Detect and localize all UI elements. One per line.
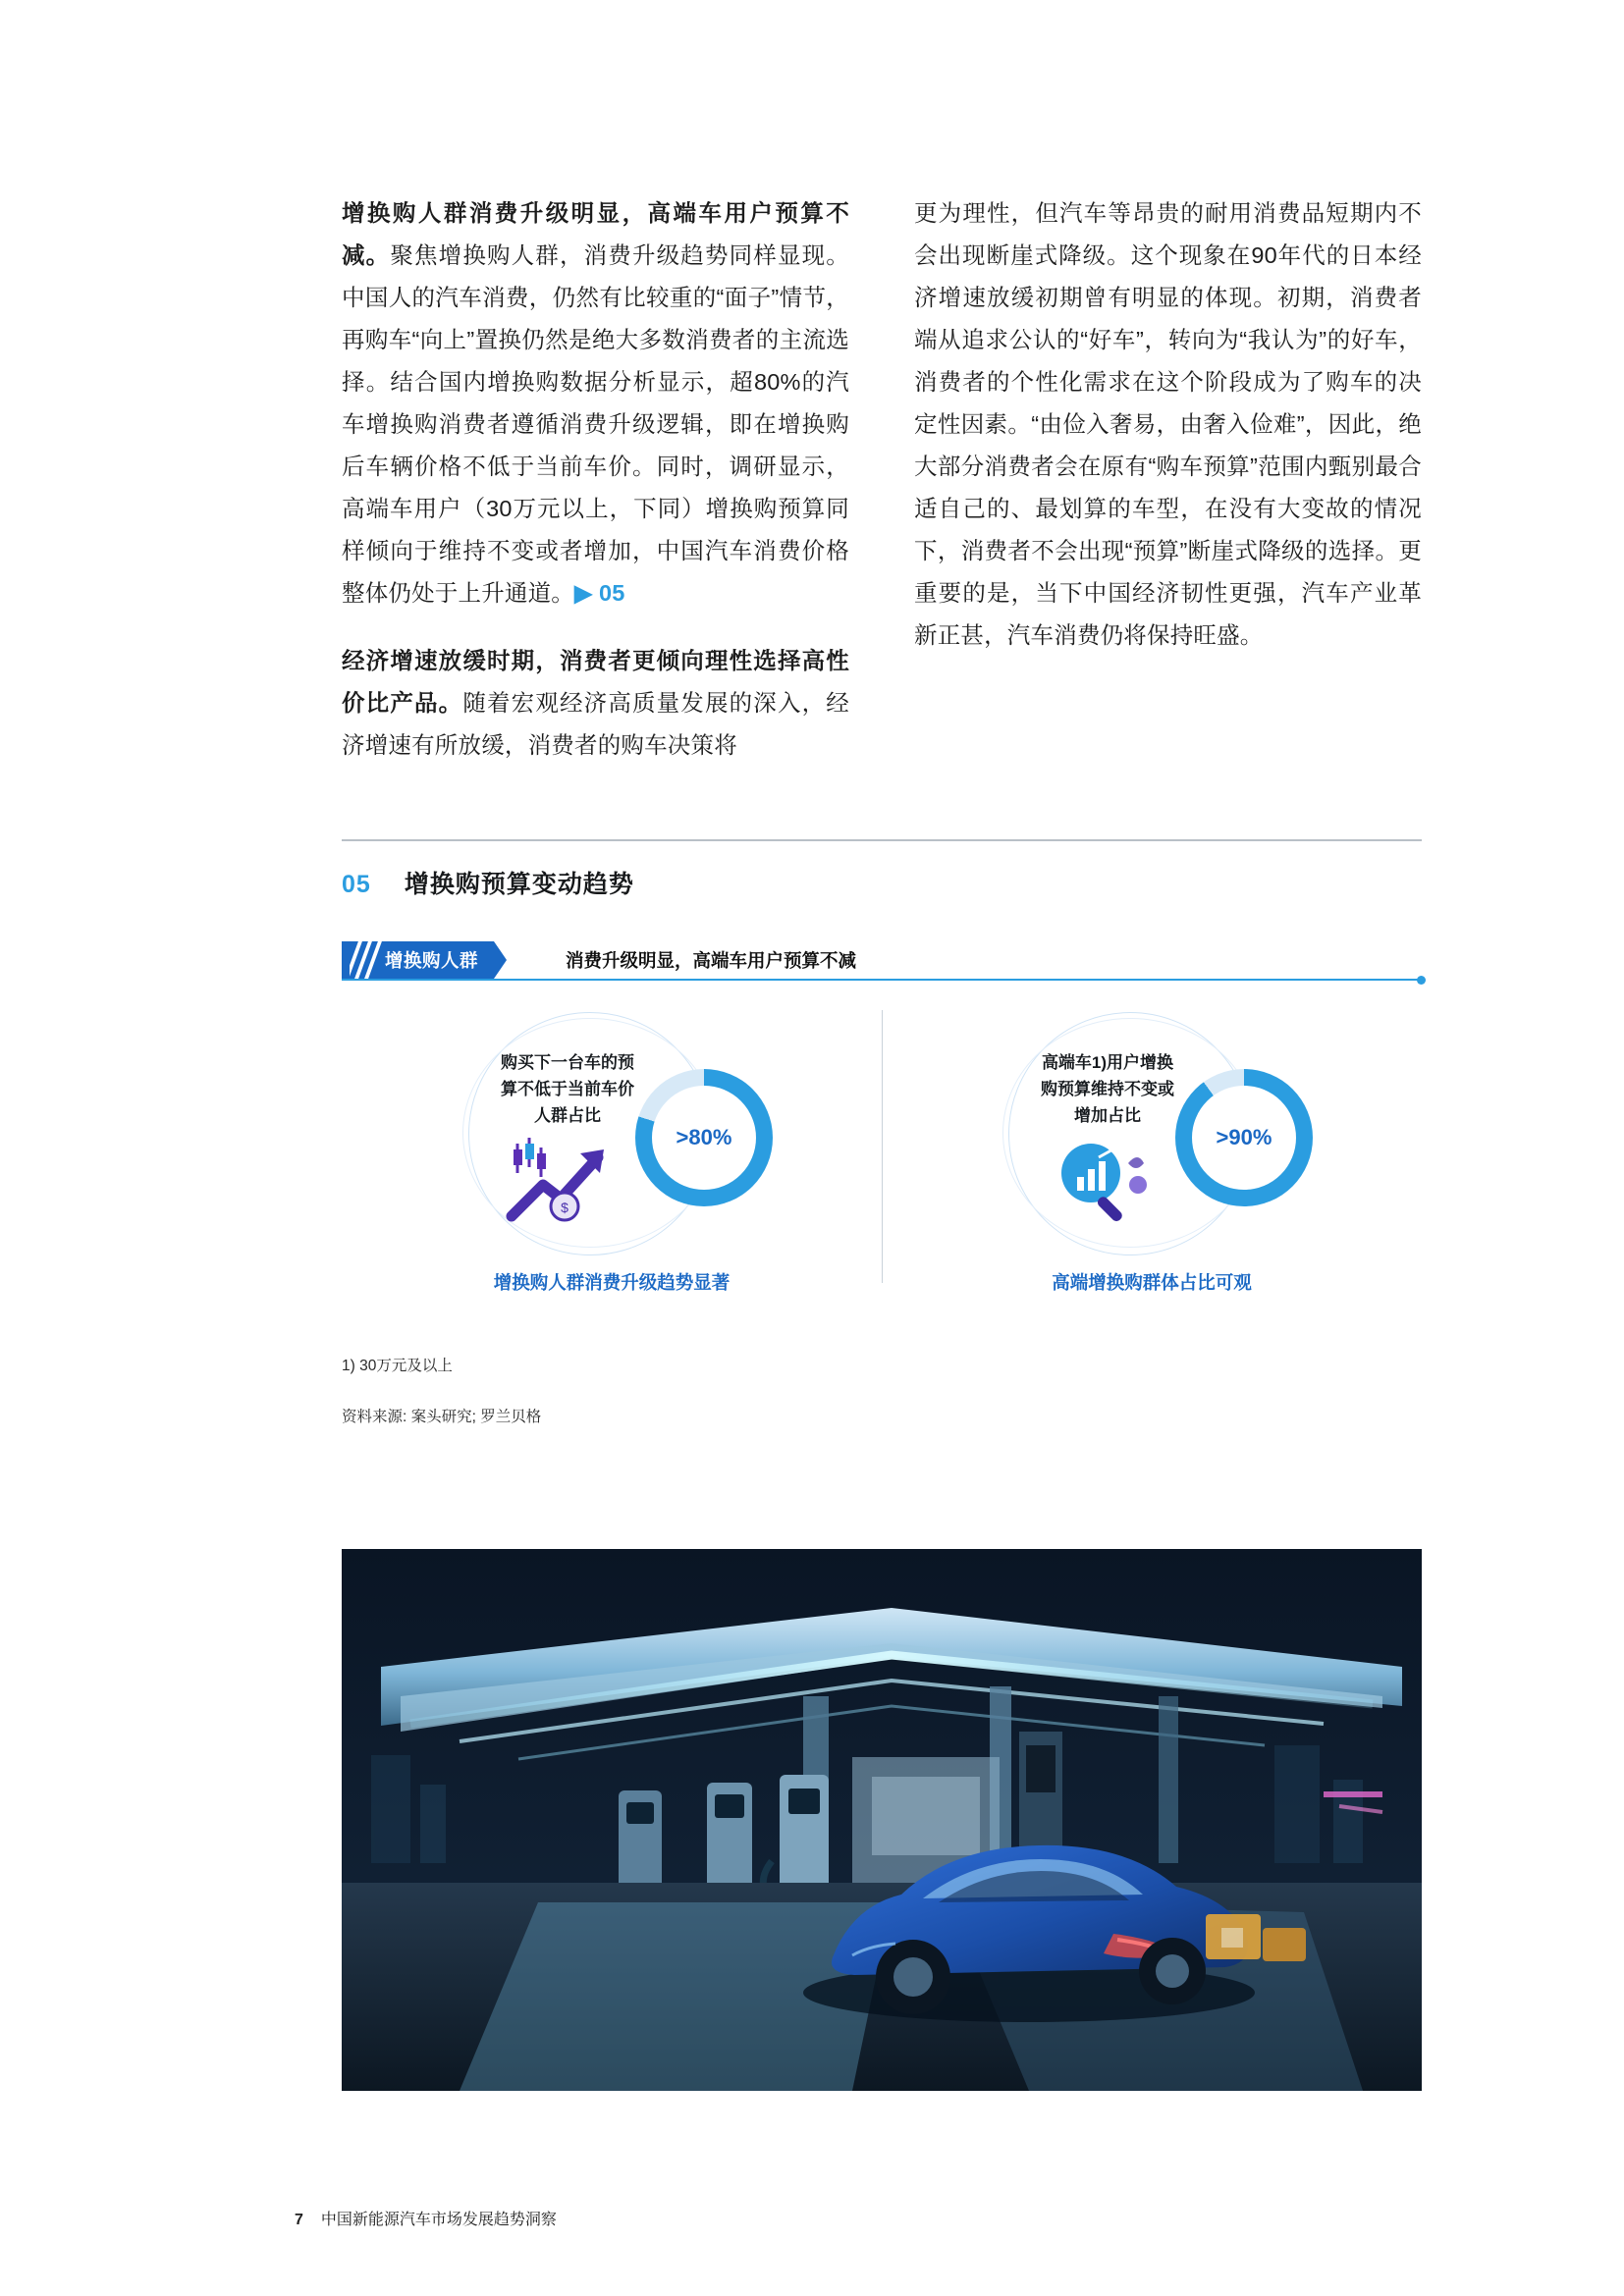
banner-underline <box>342 979 1422 981</box>
banner-tab-label: 增换购人群 <box>385 950 479 971</box>
metric-1-donut <box>635 1069 773 1206</box>
metric-2-donut <box>1175 1069 1313 1206</box>
metric-1-footer: 增换购人群消费升级趋势显著 <box>493 1272 731 1293</box>
banner-subtitle: 消费升级明显，高端车用户预算不减 <box>566 950 857 971</box>
exhibit-reference-05[interactable]: ▶ 05 <box>574 580 625 606</box>
page-number: 7 <box>295 2212 303 2228</box>
exhibit-source: 资料来源: 案头研究; 罗兰贝格 <box>342 1409 542 1425</box>
metric-2-graphic <box>985 1008 1319 1263</box>
exhibit-number: 05 <box>342 871 371 898</box>
banner-slash-icon <box>350 941 385 979</box>
article-body <box>342 192 1422 792</box>
chart-up-icon <box>504 1134 631 1224</box>
metric-1-graphic <box>445 1008 779 1263</box>
hero-photo <box>342 1549 1422 2091</box>
exhibit-chart <box>342 996 1422 1320</box>
right-column <box>914 192 1422 792</box>
paragraph-1 <box>342 192 849 614</box>
paragraph-2 <box>342 640 849 767</box>
chart-metric-1 <box>342 996 882 1320</box>
metric-2-value: >90% <box>1192 1086 1296 1190</box>
magnifier-bars-icon <box>1044 1134 1171 1224</box>
paragraph-2-lead: 经济增速放缓时期，消费者更倾向理性选择高性价比产品。 <box>342 648 849 716</box>
exhibit-title: 增换购预算变动趋势 <box>404 871 634 898</box>
paragraph-1-lead: 增换购人群消费升级明显，高端车用户预算不减。 <box>342 200 849 268</box>
left-column <box>342 192 849 792</box>
banner-end-dot <box>1417 976 1426 985</box>
banner-tab <box>342 941 494 979</box>
metric-2-caption: 高端车1)用户增换购预算维持不变或增加占比 <box>1041 1053 1174 1125</box>
metric-1-caption: 购买下一台车的预算不低于当前车价人群占比 <box>501 1053 634 1125</box>
paragraph-1-text: 聚焦增换购人群，消费升级趋势同样显现。中国人的汽车消费，仍然有比较重的“面子”情节，再购车“向上”置换仍然是绝大多数消费者的主流选择。结合国内增换购数据分析显示，超80%的汽车增换购消费者遵循消费升级逻辑，即在增换购后车辆价格不低于当前车价。同时，调研显示，高端车用户（30万元以上，下同）增换购预算同样倾向于维持不变或者增加，中国汽车消费价格整体仍处于上升通道。 <box>342 242 849 606</box>
metric-2-footer: 高端增换购群体占比可观 <box>1052 1272 1252 1293</box>
exhibit-banner <box>342 941 1422 979</box>
paragraph-3-text: 更为理性，但汽车等昂贵的耐用消费品短期内不会出现断崖式降级。这个现象在90年代的日本经济增速放缓初期曾有明显的体现。初期，消费者端从追求公认的“好车”，转向为“我认为”的好车，消费者的个性化需求在这个阶段成为了购车的决定性因素。“由俭入奢易，由奢入俭难”，因此，绝大部分消费者会在原有“购车预算”范围内甄别最合适自己的、最划算的车型，在没有大变故的情况下，消费者不会出现“预算”断崖式降级的选择。更重要的是，当下中国经济韧性更强，汽车产业革新正甚，汽车消费仍将保持旺盛。 <box>914 200 1422 648</box>
exhibit-05 <box>342 839 1422 1426</box>
svg-text:$: $ <box>561 1200 568 1215</box>
exhibit-header <box>342 865 1422 900</box>
metric-1-value: >80% <box>652 1086 756 1190</box>
exhibit-footnote: 1) 30万元及以上 <box>342 1358 453 1374</box>
chart-metric-2 <box>882 996 1422 1320</box>
footer-title: 中国新能源汽车市场发展趋势洞察 <box>320 2212 557 2228</box>
paragraph-2-text: 随着宏观经济高质量发展的深入，经济增速有所放缓，消费者的购车决策将 <box>342 690 850 758</box>
page-footer <box>295 2207 557 2229</box>
exhibit-divider <box>342 839 1422 841</box>
paragraph-3 <box>914 192 1422 657</box>
